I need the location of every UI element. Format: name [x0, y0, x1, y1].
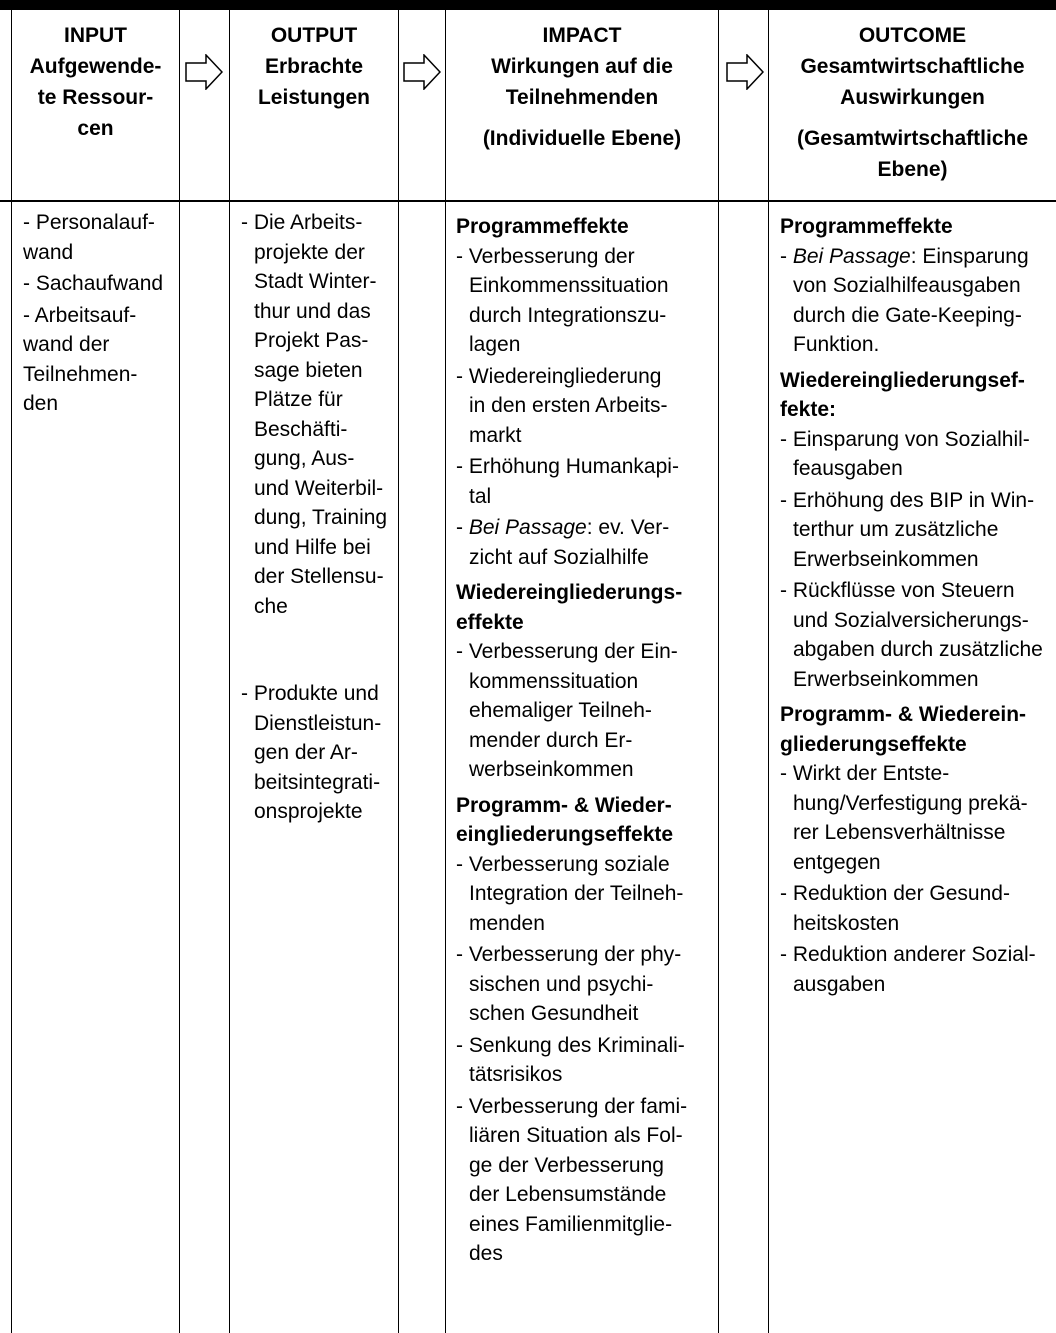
outcome-list-item: - Reduktion der Gesund-: [780, 882, 1010, 905]
output-list-item: projekte der: [254, 240, 365, 264]
input-subtitle-line: cen: [77, 117, 114, 140]
output-list-item: und Weiterbil-: [254, 476, 384, 500]
impact-list-item: - Bei Passage: ev. Ver-: [456, 516, 670, 539]
outcome-section-heading: Wiedereingliederungsef-: [780, 368, 1025, 392]
impact-list-item: durch Integrationszu-: [469, 303, 667, 327]
output-subtitle-line: Leistungen: [257, 86, 370, 109]
impact-list-item: - Verbesserung soziale: [456, 852, 670, 876]
output-list-item: sage bieten: [254, 358, 363, 382]
impact-list-item: zicht auf Sozialhilfe: [469, 545, 649, 569]
top-border: [0, 0, 1056, 10]
impact-list-item: - Verbesserung der Ein-: [456, 640, 678, 663]
impact-list-item: liären Situation als Fol-: [469, 1124, 683, 1147]
table-border-left: [11, 10, 12, 1333]
impact-list-item: - Verbesserung der fami-: [456, 1094, 688, 1118]
outcome-title: OUTCOME: [858, 24, 967, 47]
output-list-item: onsprojekte: [254, 800, 363, 823]
impact-list-item: der Lebensumstände: [469, 1183, 667, 1206]
column-divider: [445, 10, 446, 1333]
outcome-list-item: - Reduktion anderer Sozial-: [780, 943, 1036, 966]
impact-list-item: in den ersten Arbeits-: [469, 394, 668, 417]
output-list-item: Projekt Pas-: [254, 329, 369, 352]
impact-list-item: Integration der Teilneh-: [469, 882, 684, 905]
outcome-list-item: und Sozialversicherungs-: [793, 608, 1029, 632]
input-content: [23, 208, 179, 421]
outcome-content: [780, 208, 1056, 1001]
impact-list-item: - Verbesserung der phy-: [456, 943, 682, 966]
impact-list-item: tal: [469, 484, 492, 508]
impact-header: [446, 20, 718, 154]
input-header: [12, 20, 179, 144]
output-list-item: Beschäfti-: [254, 417, 348, 441]
output-list-item: beitsintegrati-: [254, 770, 381, 794]
outcome-list-item: Erwerbseinkommen: [793, 667, 979, 691]
output-list-item: che: [254, 594, 288, 618]
impact-list-item: eines Familienmitglie-: [469, 1212, 673, 1236]
impact-section-heading: eingliederungseffekte: [456, 823, 674, 846]
impact-list-item: kommenssituation: [469, 669, 639, 693]
impact-subtitle-line: Wirkungen auf die: [491, 55, 673, 78]
impact-list-item: ge der Verbesserung: [469, 1153, 664, 1177]
impact-list-item: - Senkung des Kriminali-: [456, 1033, 685, 1057]
output-title: OUTPUT: [270, 24, 358, 47]
input-title: INPUT: [64, 24, 127, 47]
output-list-item: und Hilfe bei: [254, 535, 371, 559]
outcome-list-item: Erwerbseinkommen: [793, 547, 979, 571]
impact-list-item: sischen und psychi-: [469, 972, 654, 996]
output-list-item: Dienstleistun-: [254, 711, 382, 735]
output-list-item: Stadt Winter-: [254, 270, 377, 293]
outcome-section-heading: fekte:: [780, 398, 837, 421]
header-separator: [0, 200, 1056, 202]
output-list-item: - Die Arbeits-: [241, 211, 363, 234]
outcome-list-item: feausgaben: [793, 457, 903, 480]
impact-list-item: des: [469, 1242, 503, 1265]
impact-list-item: - Verbesserung der: [456, 244, 635, 268]
column-divider: [229, 10, 230, 1333]
output-header: [230, 20, 398, 113]
outcome-subtitle-line: Auswirkungen: [840, 86, 985, 109]
outcome-level-line: Ebene): [877, 158, 948, 181]
output-list-item: dung, Training: [254, 506, 388, 529]
input-subtitle-line: Aufgewende-: [29, 55, 162, 78]
output-list-item: gung, Aus-: [254, 447, 355, 470]
impact-list-item: ehemaliger Teilneh-: [469, 699, 652, 722]
input-list-item: - Arbeitsauf-: [23, 303, 137, 327]
outcome-list-item: - Wirkt der Entste-: [780, 762, 950, 785]
outcome-level-line: (Gesamtwirtschaftliche: [796, 127, 1029, 150]
outcome-list-item: - Erhöhung des BIP in Win-: [780, 488, 1035, 512]
impact-list-item: mender durch Er-: [469, 728, 633, 752]
impact-list-item: - Erhöhung Humankapi-: [456, 455, 679, 478]
impact-list-item: - Wiedereingliederung: [456, 364, 662, 388]
impact-content: [456, 208, 718, 1271]
output-list-item: gen der Ar-: [254, 741, 358, 764]
impact-list-item: tätsrisikos: [469, 1063, 563, 1086]
outcome-list-item: heitskosten: [793, 911, 900, 935]
output-content: [241, 208, 398, 827]
input-list-item: - Sachaufwand: [23, 272, 164, 295]
output-list-item: Plätze für: [254, 388, 343, 411]
outcome-list-item: rer Lebensverhältnisse: [793, 821, 1006, 844]
outcome-list-item: - Einsparung von Sozialhil-: [780, 427, 1030, 451]
outcome-section-heading: gliederungseffekte: [780, 732, 967, 756]
outcome-header: [769, 20, 1056, 185]
impact-list-item: markt: [469, 423, 522, 447]
outcome-list-item: abgaben durch zusätzliche: [793, 638, 1043, 661]
outcome-list-item: terthur um zusätzliche: [793, 518, 999, 541]
input-subtitle-line: te Ressour-: [37, 86, 154, 109]
impact-list-item: Einkommenssituation: [469, 274, 669, 297]
arrow-right-icon: [726, 54, 764, 90]
impact-list-item: menden: [469, 911, 545, 935]
outcome-list-item: von Sozialhilfeausgaben: [793, 274, 1021, 297]
impact-section-heading: effekte: [456, 610, 524, 634]
outcome-list-item: ausgaben: [793, 972, 886, 996]
outcome-subtitle-line: Gesamtwirtschaftliche: [800, 55, 1025, 78]
input-list-item: - Personalauf-: [23, 211, 155, 234]
outcome-list-item: durch die Gate-Keeping-: [793, 303, 1022, 327]
column-divider: [179, 10, 180, 1333]
input-list-item: wand: [23, 240, 74, 264]
column-divider: [718, 10, 719, 1333]
column-divider: [768, 10, 769, 1333]
input-list-item: den: [23, 392, 59, 415]
outcome-section-heading: Programm- & Wiederein-: [780, 703, 1027, 726]
column-divider: [398, 10, 399, 1333]
input-list-item: wand der: [23, 333, 110, 356]
impact-list-item: schen Gesundheit: [469, 1002, 639, 1025]
impact-list-item: werbseinkommen: [469, 758, 634, 781]
outcome-list-item: entgegen: [793, 850, 881, 874]
outcome-list-item: hung/Verfestigung prekä-: [793, 791, 1028, 815]
outcome-list-item: - Bei Passage: Einsparung: [780, 244, 1029, 268]
arrow-right-icon: [403, 54, 441, 90]
input-list-item: Teilnehmen-: [23, 362, 138, 386]
output-list-item: - Produkte und: [241, 682, 379, 705]
impact-section-heading: Wiedereingliederungs-: [456, 581, 683, 604]
output-subtitle-line: Erbrachte: [264, 55, 364, 78]
impact-list-item: lagen: [469, 333, 521, 356]
impact-title: IMPACT: [542, 24, 622, 47]
impact-section-heading: Programm- & Wieder-: [456, 793, 672, 817]
impact-section-heading: Programmeffekte: [456, 215, 629, 238]
impact-level: (Individuelle Ebene): [482, 127, 682, 150]
impact-subtitle-line: Teilnehmenden: [505, 86, 659, 109]
outcome-list-item: Funktion.: [793, 333, 880, 356]
output-list-item: thur und das: [254, 299, 371, 323]
outcome-list-item: - Rückflüsse von Steuern: [780, 579, 1015, 602]
output-list-item: der Stellensu-: [254, 565, 384, 588]
outcome-section-heading: Programmeffekte: [780, 215, 953, 238]
arrow-right-icon: [185, 54, 223, 90]
